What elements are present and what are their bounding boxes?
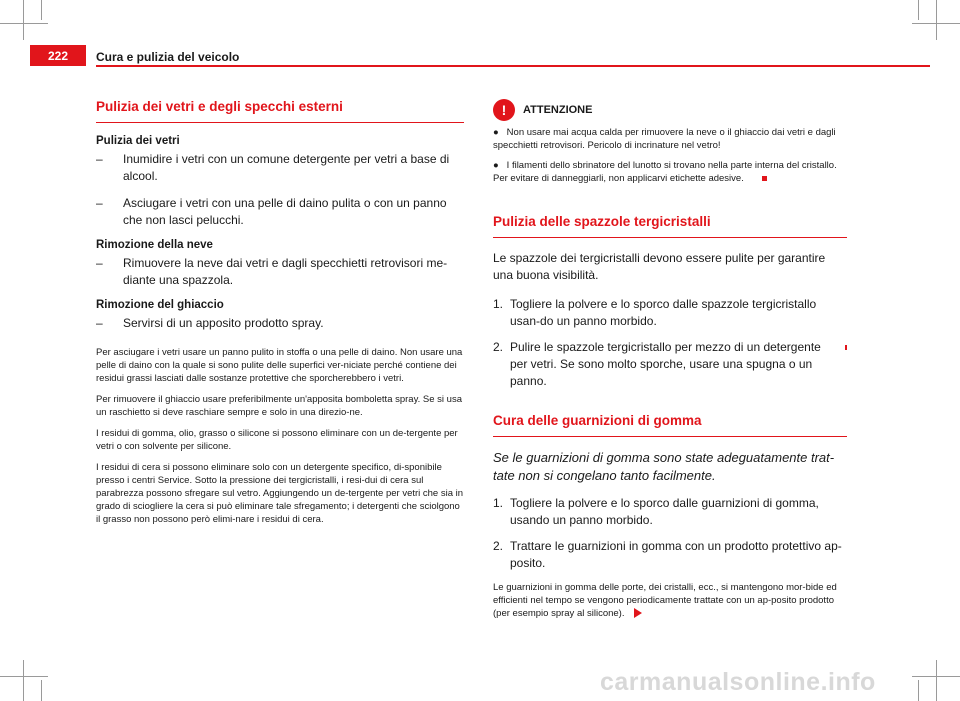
note-paragraph: Per rimuovere il ghiaccio usare preferibilmente un'apposita bomboletta spray. Se si usa un raschietto si deve raschiare sempre e solo in una direzio-ne. [96,394,462,418]
crop-mark [936,660,937,701]
crop-mark [41,0,42,20]
subheading-ice: Rimozione del ghiaccio [96,299,224,311]
step-text: Pulire le spazzole tergicristallo per mezzo di un detergente per vetri. Se sono molto sporche, usare una spugna o un panno. [510,340,821,388]
list-item [493,538,847,572]
note-paragraph: I residui di cera si possono eliminare solo con un detergente specifico, di-sponibile presso i centri Service. Sotto la pressione dei tergicristalli, i resi-dui di cera sul parabrezza possono sfregare sul vetro. Aggiungendo un de-tergente per vetri che sia in grado di sciogliere la cera si può eliminare tale sfregamento; i detergenti che sciolgono il grasso non possono però elimi-nare i residui di cera. [96,462,464,525]
list-item [96,255,464,289]
right-column [493,99,847,628]
dash-marker: – [96,256,103,270]
note-paragraph: Per asciugare i vetri usare un panno pulito in stoffa o una pelle di daino. Non usare una pelle di daino con la quale si sono pulite delle superfici ver-niciate perché contiene dei residui grassi lasciati dalle sostanze protettive che sporcherebbero i vetri. [96,347,463,384]
seals-intro: Se le guarnizioni di gomma sono state adeguatamente trat-tate non si congelano tanto facilmente. [493,450,835,483]
step-number: 1. [493,297,504,311]
end-square-icon [845,345,847,350]
list-item [493,495,847,529]
left-column [96,99,464,534]
crop-mark [936,0,937,40]
warning-item-text: I filamenti dello sbrinatore del lunotto si trovano nella parte interna del cristallo. Per evitare di danneggiarli, non applicarvi etichette adesive. [493,160,837,184]
seals-note-text: Le guarnizioni in gomma delle porte, dei cristalli, ecc., si mantengono mor-bide ed efficienti nel tempo se vengono periodicamente trattate con un ap-posito prodotto (per esempio spray al silicone). [493,582,837,619]
step-number: 2. [493,539,504,553]
list-item-text: Asciugare i vetri con una pelle di daino pulita o con un panno che non lasci pelucchi. [123,196,447,227]
list-item [96,151,464,185]
end-square-icon [762,176,767,181]
subheading-snow: Rimozione della neve [96,239,213,251]
watermark: carmanualsonline.info [600,668,876,696]
page-number: 222 [30,45,86,66]
step-text: Trattare le guarnizioni in gomma con un prodotto protettivo ap-posito. [510,539,842,570]
warning-header [493,99,847,121]
crop-mark [23,660,24,701]
step-number: 2. [493,340,504,354]
bullet-icon: ● [493,127,499,138]
dash-marker: – [96,196,103,210]
warning-item [493,159,847,185]
warning-icon: ! [493,99,515,121]
continue-arrow-icon [634,608,642,618]
crop-mark [0,23,48,24]
list-item-text: Servirsi di un apposito prodotto spray. [123,316,324,330]
crop-mark [918,0,919,20]
list-item-text: Inumidire i vetri con un comune detergente per vetri a base di alcool. [123,152,450,183]
list-item [493,339,847,390]
warning-title: ATTENZIONE [523,104,593,116]
warning-item [493,126,847,152]
list-item [493,296,847,330]
chapter-title: Cura e pulizia del veicolo [96,50,240,64]
warning-item-text: Non usare mai acqua calda per rimuovere la neve o il ghiaccio dai vetri e dagli specchietti retrovisori. Pericolo di incrinature nel vetro! [493,127,836,151]
wipers-intro: Le spazzole dei tergicristalli devono essere pulite per garantire una buona visibilità. [493,251,826,282]
crop-mark [0,676,48,677]
crop-mark [23,0,24,40]
header-rule [96,65,930,67]
crop-mark [41,680,42,701]
crop-mark [918,680,919,701]
bullet-icon: ● [493,160,499,171]
section-title-wipers: Pulizia delle spazzole tergicristalli [493,214,847,238]
step-text: Togliere la polvere e lo sporco dalle spazzole tergicristallo usan-do un panno morbido. [510,297,817,328]
step-number: 1. [493,496,504,510]
list-item-text: Rimuovere la neve dai vetri e dagli specchietti retrovisori me-diante una spazzola. [123,256,448,287]
step-text: Togliere la polvere e lo sporco dalle guarnizioni di gomma, usando un panno morbido. [510,496,819,527]
list-item [96,195,464,229]
section-title-glass-mirrors: Pulizia dei vetri e degli specchi esterni [96,99,464,123]
subheading-glass: Pulizia dei vetri [96,135,180,147]
section-title-seals: Cura delle guarnizioni di gomma [493,413,847,437]
seals-note [493,581,847,620]
dash-marker: – [96,316,103,330]
dash-marker: – [96,152,103,166]
list-item [96,315,464,332]
note-paragraph: I residui di gomma, olio, grasso o silicone si possono eliminare con un de-tergente per vetri o con solvente per silicone. [96,428,458,452]
